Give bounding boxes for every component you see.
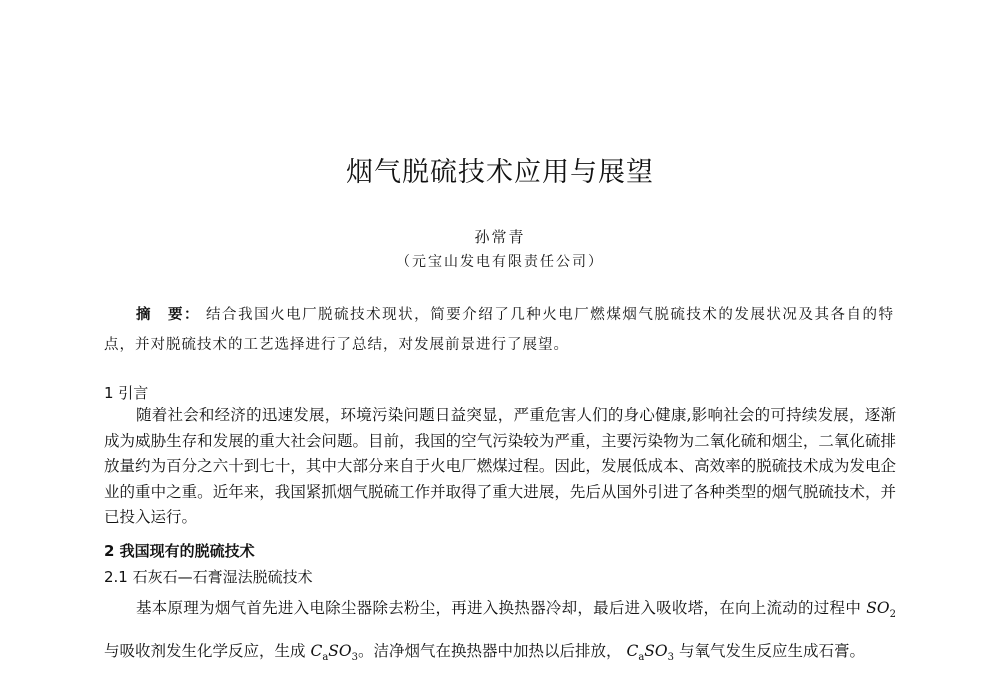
abstract-label: 摘 要： [136,307,201,323]
section-1-heading: 1 引言 [104,384,149,402]
author-name: 孙常青 [474,228,526,246]
section-2-1-text-c: 。洁净烟气在换热器中加热以后排放， [358,642,622,660]
section-2-1-paragraph [104,590,896,676]
formula-caso3-first: $C_aSO_3$ [310,642,358,663]
abstract [104,300,894,360]
formula-so2: $SO_2$ [866,599,896,620]
section-2-1-text-a: 基本原理为烟气首先进入电除尘器除去粉尘，再进入换热器冷却，最后进入吸收塔，在向上流动的过程中 [136,599,862,617]
section-2-1-text-d: 与氧气发生反应生成石膏。 [678,642,865,660]
section-1-paragraph: 随着社会和经济的迅速发展，环境污染问题日益突显，严重危害人们的身心健康,影响社会的可持续发展，逐渐成为威胁生存和发展的重大社会问题。目前，我国的空气污染较为严重，主要污染物为二氧化硫和烟尘，二氧化硫排放量约为百分之六十到七十，其中大部分来自于火电厂燃煤过程。因此，发展低成本、高效率的脱硫技术成为发电企业的重中之重。近年来，我国紧抓烟气脱硫工作并取得了重大进展，先后从国外引进了各种类型的烟气脱硫技术，并已投入运行。 [104,406,896,526]
formula-caso3-second: $C_aSO_3$ [626,642,674,663]
section-2-1-heading: 2.1 石灰石—石膏湿法脱硫技术 [104,568,313,586]
section-2-heading: 2 我国现有的脱硫技术 [104,542,255,560]
paper-title: 烟气脱硫技术应用与展望 [346,157,654,188]
author-affiliation: （元宝山发电有限责任公司） [396,254,604,270]
abstract-text: 结合我国火电厂脱硫技术现状，简要介绍了几种火电厂燃煤烟气脱硫技术的发展状况及其各自的特点，并对脱硫技术的工艺选择进行了总结，对发展前景进行了展望。 [104,307,894,353]
section-2-1-text-b: 与吸收剂发生化学反应，生成 [104,642,306,660]
